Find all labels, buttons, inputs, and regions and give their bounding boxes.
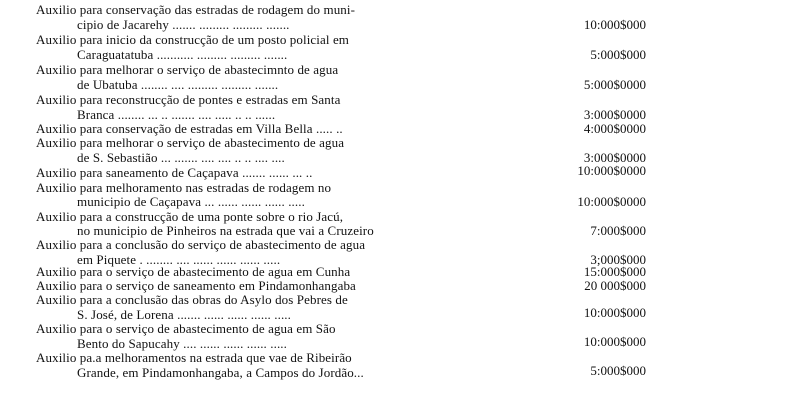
- entry-6-line-1: Auxilio para melhorar o serviço de abastecimento de agua: [36, 135, 345, 150]
- entry-1-amount: 10:000$000: [583, 17, 646, 32]
- entry-3-line-2: de Ubatuba ........ .... ......... ......... .......: [77, 77, 279, 92]
- entry-12-amount: 20 000$000: [584, 278, 646, 293]
- entry-4-line-2: Branca ........ ... .. ....... .... ..... .. .. ......: [77, 107, 276, 122]
- entry-8-line-2: municipio de Caçapava ... ...... ...... ...... .....: [77, 194, 305, 209]
- entry-14-line-2: Bento do Sapucahy .... ...... ...... ...... .....: [77, 336, 287, 351]
- entry-2-line-1: Auxilio para inicio da construcção de um posto policial em: [36, 32, 350, 47]
- entry-13-line-1: Auxilio para a conclusão das obras do Asylo dos Pebres de: [36, 292, 348, 307]
- entry-6-amount: 3:000$0000: [583, 150, 646, 165]
- entry-10-line-2: em Piquete . ........ .... ...... ...... ...... .....: [77, 252, 281, 267]
- entry-5-line-1: Auxilio para conservação de estradas em Villa Bella ..... ..: [36, 121, 343, 136]
- entry-5-amount: 4:000$0000: [583, 121, 646, 136]
- entry-3-line-1: Auxilio para melhorar o serviço de abastecimnto de agua: [36, 62, 339, 77]
- entry-7-amount: 10:000$0000: [577, 163, 646, 178]
- entry-8-amount: 10:000$0000: [577, 194, 646, 209]
- entry-9-line-2: no municipio de Pinheiros na estrada que vai a Cruzeiro: [77, 223, 374, 238]
- entry-9-amount: 7:000$000: [590, 223, 646, 238]
- entry-10-amount: 3;000$000: [590, 252, 646, 267]
- entry-10-line-1: Auxilio para a conclusão do serviço de abastecimento de agua: [36, 237, 366, 252]
- entry-11-amount: 15:000$000: [583, 264, 646, 279]
- entry-12-line-1: Auxilio para o serviço de saneamento em Pindamonhangaba: [36, 278, 356, 293]
- entry-11-line-1: Auxilio para o serviço de abastecimento de agua em Cunha: [36, 264, 351, 279]
- entry-6-line-2: de S. Sebastião ... ....... .... .... .. .. .... ....: [77, 150, 285, 165]
- entry-4-line-1: Auxilio para reconstrucção de pontes e estradas em Santa: [36, 92, 341, 107]
- entry-8-line-1: Auxilio para melhoramento nas estradas de rodagem no: [36, 180, 332, 195]
- entry-1-line-2: cipio de Jacarehy ....... ......... ......... .......: [77, 17, 290, 32]
- entry-3-amount: 5:000$0000: [583, 77, 646, 92]
- entry-15-line-2: Grande, em Pindamonhangaba, a Campos do Jordão...: [77, 365, 364, 380]
- entry-15-line-1: Auxilio pa.a melhoramentos na estrada que vae de Ribeirão: [36, 350, 352, 365]
- entry-2-amount: 5:000$000: [590, 47, 646, 62]
- entry-13-line-2: S. José, de Lorena ....... ...... ...... ...... .....: [77, 307, 291, 322]
- entry-7-line-1: Auxilio para saneamento de Caçapava ....... ...... ... ..: [36, 165, 313, 180]
- entry-4-amount: 3:000$0000: [583, 107, 646, 122]
- entry-14-line-1: Auxilio para o serviço de abastecimento de agua em São: [36, 321, 336, 336]
- entry-2-line-2: Caraguatatuba ........... ......... ......... .......: [77, 47, 288, 62]
- entry-13-amount: 10:000$000: [583, 305, 646, 320]
- entry-9-line-1: Auxilio para a construcção de uma ponte sobre o rio Jacú,: [36, 209, 344, 224]
- entry-14-amount: 10:000$000: [583, 334, 646, 349]
- entry-1-line-1: Auxilio para conservação das estradas de rodagem do muni-: [36, 2, 356, 17]
- entry-15-amount: 5:000$000: [590, 363, 646, 378]
